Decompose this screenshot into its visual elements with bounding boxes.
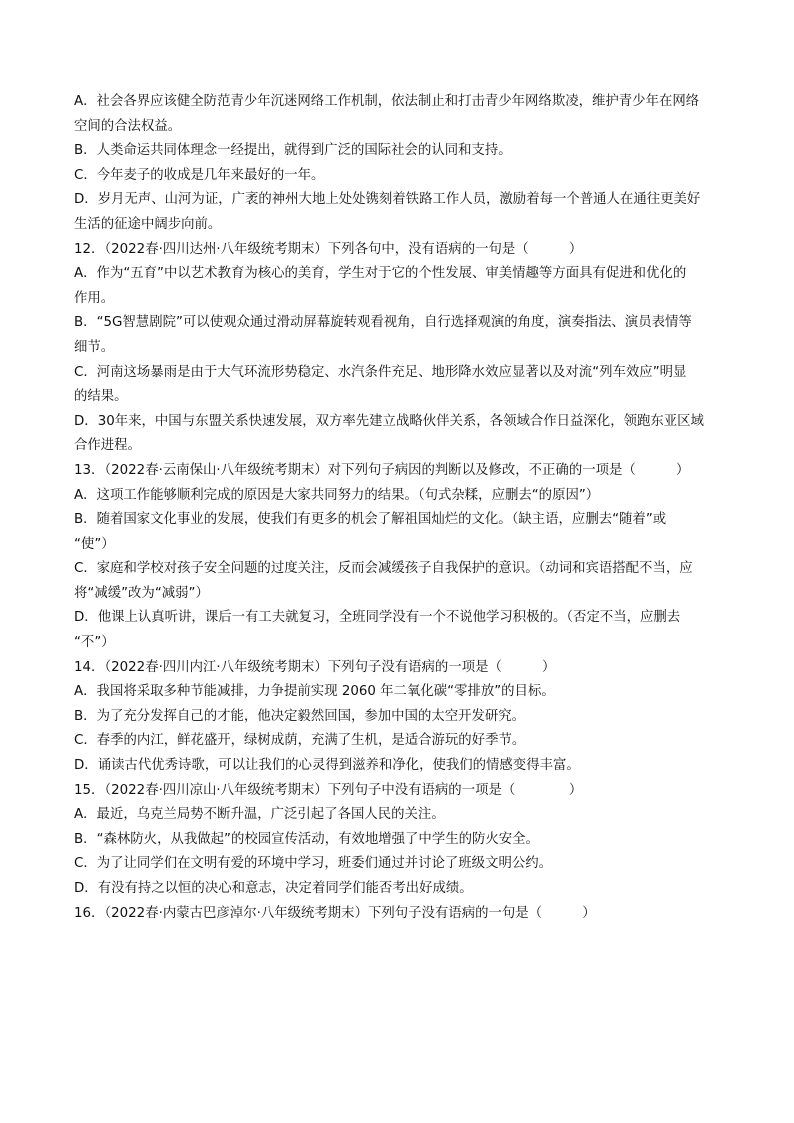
q12-option-d-line2: 合作进程。 bbox=[74, 438, 141, 454]
q12-option-b-line2: 细节。 bbox=[74, 339, 115, 355]
q11-option-b: B．人类命运共同体理念一经提出，就得到广泛的国际社会的认同和支持。 bbox=[74, 143, 512, 159]
q11-option-a-line1: A．社会各界应该健全防范青少年沉迷网络工作机制，依法制止和打击青少年网络欺凌，维护青少年在网络 bbox=[74, 94, 700, 109]
q12-option-c-line2: 的结果。 bbox=[74, 389, 128, 405]
q14-option-d: D．诵读古代优秀诗歌，可以让我们的心灵得到滋养和净化，使我们的情感变得丰富。 bbox=[74, 758, 580, 774]
q12-option-c-line1: C．河南这场暴雨是由于大气环流形势稳定、水汽条件充足、地形降水效应显著以及对流“列车效应”明显 bbox=[74, 364, 687, 380]
q11-option-a-line2: 空间的合法权益。 bbox=[74, 118, 182, 134]
q13-option-b-line1: B．随着国家文化事业的发展，使我们有更多的机会了解祖国灿烂的文化。（缺主语，应删去“随着”或 bbox=[74, 512, 667, 528]
q13-option-d-line2: “不”） bbox=[74, 635, 115, 651]
q15-option-c: C．为了让同学们在文明有爱的环境中学习，班委们通过并讨论了班级文明公约。 bbox=[74, 856, 553, 872]
q12-option-b-line1: B．“5G智慧剧院”可以使观众通过滑动屏幕旋转观看视角，自行选择观演的角度，演奏指法、演员表情等 bbox=[74, 315, 692, 331]
q13-option-c-line2: 将“减缓”改为“减弱”） bbox=[74, 585, 209, 601]
q15-option-b: B．“森林防火，从我做起”的校园宣传活动，有效地增强了中学生的防火安全。 bbox=[74, 831, 539, 847]
q14-option-a: A．我国将采取多种节能减排，力争提前实现 2060 年二氧化碳“零排放”的目标。 bbox=[74, 684, 555, 700]
q14-stem: 14．（2022春·四川内江·八年级统考期末）下列句子没有语病的一项是（ ） bbox=[74, 659, 556, 675]
q16-stem: 16．（2022春·内蒙古巴彦淖尔·八年级统考期末）下列句子没有语病的一句是（ ） bbox=[74, 905, 596, 921]
q14-option-c: C．春季的内江，鲜花盛开，绿树成荫，充满了生机，是适合游玩的好季节。 bbox=[74, 733, 526, 749]
q15-option-d: D．有没有持之以恒的决心和意志，决定着同学们能否考出好成绩。 bbox=[74, 881, 473, 896]
q11-option-c: C．今年麦子的收成是几年来最好的一年。 bbox=[74, 167, 325, 183]
q11-option-d-line1: D．岁月无声、山河为证，广袤的神州大地上处处镌刻着铁路工作人员，激励着每一个普通人在通往更美好 bbox=[74, 192, 701, 208]
q12-option-a-line1: A．作为“五育”中以艺术教育为核心的美育，学生对于它的个性发展、审美情趣等方面具有促进和优化的 bbox=[74, 266, 687, 282]
q14-option-b: B．为了充分发挥自己的才能，他决定毅然回国，参加中国的太空开发研究。 bbox=[74, 708, 526, 724]
q13-option-c-line1: C．家庭和学校对孩子安全问题的过度关注，反而会减缓孩子自我保护的意识。（动词和宾语搭配不当，应 bbox=[74, 561, 693, 577]
q13-option-a: A．这项工作能够顺利完成的原因是大家共同努力的结果。（句式杂糅，应删去“的原因”） bbox=[74, 487, 600, 503]
q13-stem: 13．（2022春·云南保山·八年级统考期末）对下列句子病因的判断以及修改，不正确的一项是（ ） bbox=[74, 462, 690, 478]
q13-option-b-line2: “使”） bbox=[74, 536, 115, 552]
q15-option-a: A．最近，乌克兰局势不断升温，广泛引起了各国人民的关注。 bbox=[74, 807, 445, 823]
q15-stem: 15．（2022春·四川凉山·八年级统考期末）下列句子中没有语病的一项是（ ） bbox=[74, 782, 583, 798]
q12-option-d-line1: D．30年来，中国与东盟关系快速发展，双方率先建立战略伙伴关系，各领域合作日益深化，领跑东亚区域 bbox=[74, 413, 704, 429]
q13-option-d-line1: D．他课上认真听讲，课后一有工夫就复习，全班同学没有一个不说他学习积极的。（否定不当，应删去 bbox=[74, 610, 681, 626]
q12-option-a-line2: 作用。 bbox=[74, 290, 115, 306]
exam-content bbox=[74, 90, 734, 926]
q11-option-d-line2: 生活的征途中阔步向前。 bbox=[74, 216, 222, 232]
q12-stem: 12．（2022春·四川达州·八年级统考期末）下列各句中，没有语病的一句是（ ） bbox=[74, 241, 583, 257]
